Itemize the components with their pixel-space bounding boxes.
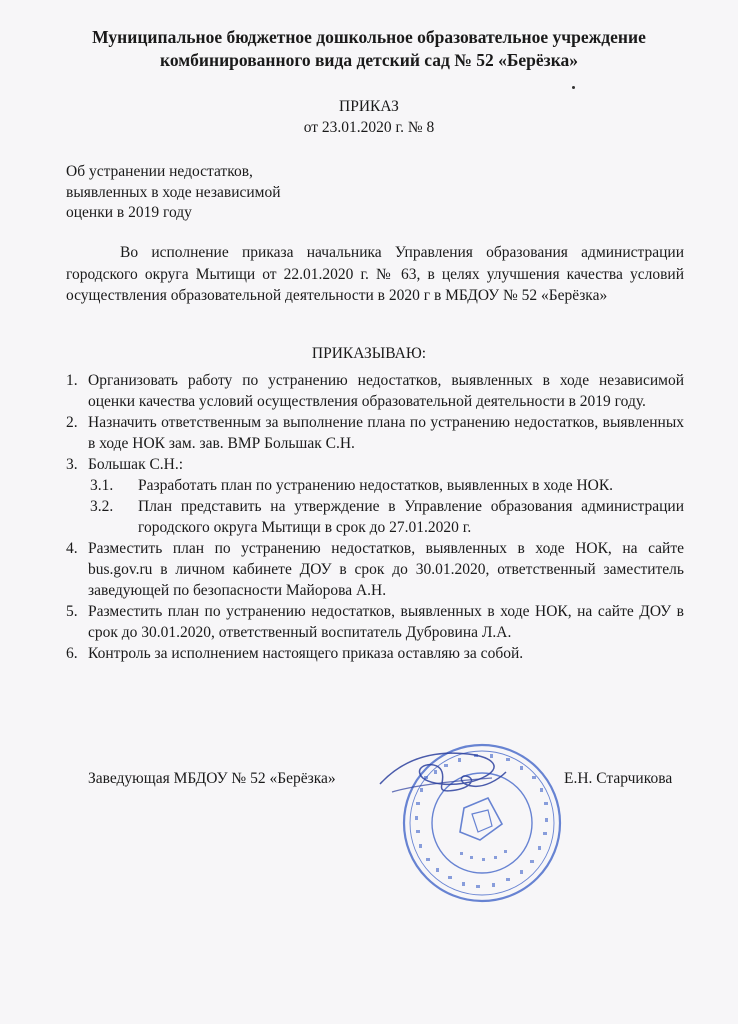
item-text: Большак С.Н.: bbox=[88, 456, 184, 473]
item-text: Контроль за исполнением настоящего приказа оставляю за собой. bbox=[88, 645, 524, 662]
subject-line-3: оценки в 2019 году bbox=[66, 204, 192, 221]
subitem-text: Разработать план по устранению недостатков, выявленных в ходе НОК. bbox=[138, 477, 614, 494]
item-number: 5. bbox=[66, 603, 78, 620]
order-item-1 bbox=[66, 370, 684, 412]
order-item-4 bbox=[66, 538, 684, 601]
order-item-2 bbox=[66, 412, 684, 454]
preamble-paragraph: Во исполнение приказа начальника Управления образования администрации городского округа Мытищи от 22.01.2020 г. № 63, в целях улучшения качества условий осуществления образовательной деятельности в 2020 г в МБДОУ № 52 «Берёзка» bbox=[66, 244, 684, 304]
order-subitem-3-2 bbox=[66, 496, 684, 538]
institution-header bbox=[40, 26, 698, 72]
item-text: Организовать работу по устранению недостатков, выявленных в ходе независимой оценки качества условий осуществления образовательной деятельности в 2019 году. bbox=[88, 372, 684, 410]
order-date-number: от 23.01.2020 г. № 8 bbox=[303, 119, 435, 136]
order-item-6 bbox=[66, 643, 684, 664]
item-number: 6. bbox=[66, 645, 78, 662]
item-text: Назначить ответственным за выполнение плана по устранению недостатков, выявленных в ходе НОК зам. зав. ВМР Большак С.Н. bbox=[88, 414, 684, 452]
order-subitem-3-1 bbox=[66, 475, 684, 496]
order-heading bbox=[0, 96, 738, 138]
signer-name: Е.Н. Старчикова bbox=[564, 770, 673, 787]
handwritten-signature bbox=[372, 742, 512, 812]
subitem-text: План представить на утверждение в Управление образования администрации городского округа Мытищи в срок до 27.01.2020 г. bbox=[138, 498, 684, 536]
order-item-5 bbox=[66, 601, 684, 643]
command-word: ПРИКАЗЫВАЮ: bbox=[311, 345, 427, 362]
order-item-3 bbox=[66, 454, 684, 475]
item-number: 3. bbox=[66, 456, 78, 473]
subitem-number: 3.1. bbox=[90, 477, 114, 494]
item-number: 2. bbox=[66, 414, 78, 431]
subject-line-2: выявленных в ходе независимой bbox=[66, 183, 281, 201]
order-title: ПРИКАЗ bbox=[339, 98, 399, 115]
item-number: 4. bbox=[66, 540, 78, 557]
speck-mark bbox=[572, 86, 575, 89]
subject-line-1: Об устранении недостатков, bbox=[66, 163, 253, 180]
institution-name-line-2: комбинированного вида детский сад № 52 «Берёзка» bbox=[159, 50, 579, 70]
item-text: Разместить план по устранению недостатков, выявленных в ходе НОК, на сайте ДОУ в срок до 30.01.2020, ответственный воспитатель Дубровина Л.А. bbox=[88, 603, 684, 641]
subitem-number: 3.2. bbox=[90, 498, 114, 515]
signer-position: Заведующая МБДОУ № 52 «Берёзка» bbox=[88, 770, 336, 787]
item-number: 1. bbox=[66, 372, 78, 389]
order-items-list bbox=[66, 370, 684, 664]
item-text: Разместить план по устранению недостатков, выявленных в ходе НОК, на сайте bus.gov.ru в личном кабинете ДОУ в срок до 30.01.2020, ответственный заместитель заведующей по безопасности Майорова А.Н. bbox=[88, 540, 684, 599]
institution-name-line-1: Муниципальное бюджетное дошкольное образовательное учреждение bbox=[92, 27, 646, 47]
order-subject bbox=[66, 162, 281, 224]
